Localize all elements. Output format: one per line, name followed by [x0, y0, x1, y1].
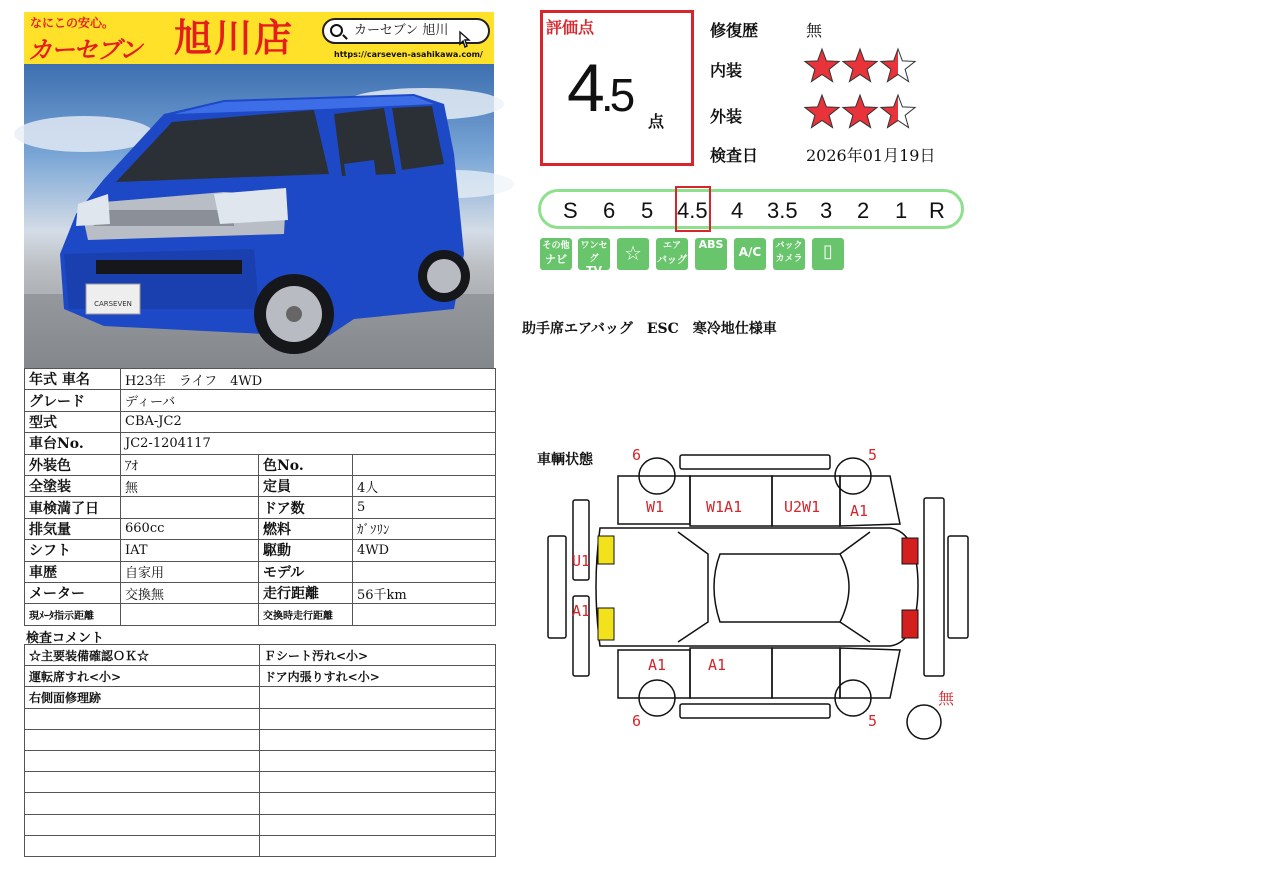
- table-row: ☆主要装備確認ＯＫ☆ Ｆシート汚れ<小>: [25, 645, 496, 666]
- scale-highlight: [675, 186, 711, 232]
- spare-tire-label: 無: [938, 689, 955, 708]
- damage-code: U1: [572, 552, 591, 570]
- date-value: 2026年01月19日: [806, 146, 936, 165]
- comment-table: [24, 644, 496, 857]
- rating-star: [843, 49, 877, 82]
- car-photo: [24, 64, 494, 368]
- scale-grade: 4.5: [677, 198, 708, 223]
- plate-text: CARSEVEN: [94, 300, 132, 308]
- spec-table: [24, 368, 496, 626]
- table-row: 車歴 自家用 モデル: [25, 561, 496, 582]
- score-unit: 点: [648, 112, 665, 131]
- cursor-icon: [456, 30, 474, 50]
- banner-branch: 旭川店: [174, 16, 295, 60]
- extra-features: 助手席エアバッグ ESC 寒冷地仕様車: [522, 321, 777, 337]
- table-row: [25, 835, 496, 856]
- scale-grade: 3: [820, 198, 833, 223]
- exterior-stars: [804, 92, 924, 132]
- table-row: 排気量 660cc 燃料 ｶﾞｿﾘﾝ: [25, 518, 496, 539]
- rating-star: [881, 49, 915, 82]
- table-row: [25, 814, 496, 835]
- scale-grade: 3.5: [767, 198, 798, 223]
- damage-code: W1A1: [706, 498, 743, 516]
- airbag-icon: エア バッグ: [656, 238, 688, 270]
- damage-code: A1: [648, 656, 667, 674]
- tire-label: 6: [632, 446, 642, 464]
- banner-url: https://carseven-asahikawa.com/: [334, 50, 483, 59]
- rating-star: [843, 95, 877, 128]
- rating-star: [805, 95, 839, 128]
- rating-star: [805, 49, 839, 82]
- tire-label: 6: [632, 712, 642, 730]
- table-row: [25, 793, 496, 814]
- table-row: [25, 729, 496, 750]
- banner-brand: カーセブン: [28, 36, 142, 64]
- scale-grade: 6: [603, 198, 616, 223]
- table-row: 右側面修理跡: [25, 687, 496, 708]
- table-row: 型式 CBA-JC2: [25, 411, 496, 432]
- table-row: 年式 車名 H23年 ライフ 4WD: [25, 369, 496, 390]
- scale-grade: 5: [641, 198, 654, 223]
- scale-grade: 1: [895, 198, 908, 223]
- dealer-banner: [24, 12, 494, 64]
- tv-icon: ワンセグ TV: [578, 238, 610, 270]
- score-value: 4.5: [567, 50, 632, 126]
- table-row: 車台No. JC2-1204117: [25, 433, 496, 454]
- table-row: 現ﾒｰﾀ指示距離 交換時走行距離: [25, 604, 496, 625]
- grade-scale: [538, 189, 964, 229]
- search-box[interactable]: カーセブン 旭川: [322, 18, 490, 44]
- abs-icon: ABS: [695, 238, 727, 270]
- table-row: グレード ディーバ: [25, 390, 496, 411]
- ac-icon: A/C: [734, 238, 766, 270]
- table-row: シフト IAT 駆動 4WD: [25, 540, 496, 561]
- exterior-label: 外装: [710, 107, 743, 126]
- diagram-title: 車輌状態: [537, 452, 593, 468]
- repair-value: 無: [806, 21, 823, 40]
- damage-code: A1: [708, 656, 727, 674]
- rating-star: [881, 95, 915, 128]
- table-row: 全塗装 無 定員 4人: [25, 475, 496, 496]
- car-illustration: [24, 64, 494, 368]
- damage-code: W1: [646, 498, 665, 516]
- smart-key-icon: ▯: [812, 238, 844, 270]
- interior-label: 内装: [710, 61, 743, 80]
- navi-icon: その他 ナビ: [540, 238, 572, 270]
- scale-grade: R: [929, 198, 945, 223]
- tire-label: 5: [868, 712, 878, 730]
- damage-code: A1: [572, 602, 591, 620]
- scale-grade: 2: [857, 198, 870, 223]
- interior-stars: [804, 46, 924, 86]
- score-label: 評価点: [546, 18, 595, 37]
- scale-grade: 4: [731, 198, 744, 223]
- comment-title: 検査コメント: [26, 631, 105, 646]
- scale-grade: S: [563, 198, 578, 223]
- alloy-wheel-icon: ☆: [617, 238, 649, 270]
- back-camera-icon: バック カメラ: [773, 238, 805, 270]
- table-row: [25, 708, 496, 729]
- table-row: 運転席すれ<小> ドア内張りすれ<小>: [25, 666, 496, 687]
- table-row: 車検満了日 ドア数 5: [25, 497, 496, 518]
- search-icon: [330, 24, 343, 37]
- table-row: 外装色 ｱｵ 色No.: [25, 454, 496, 475]
- table-row: メーター 交換無 走行距離 56千km: [25, 582, 496, 603]
- damage-code: U2W1: [784, 498, 821, 516]
- score-box: [540, 10, 694, 166]
- repair-label: 修復歴: [710, 21, 759, 40]
- table-row: [25, 750, 496, 771]
- vehicle-condition-diagram: [540, 436, 980, 756]
- date-label: 検査日: [710, 146, 759, 165]
- table-row: [25, 772, 496, 793]
- damage-code: A1: [850, 502, 869, 520]
- tire-label: 5: [868, 446, 878, 464]
- banner-tagline: なにこの安心。: [30, 16, 115, 30]
